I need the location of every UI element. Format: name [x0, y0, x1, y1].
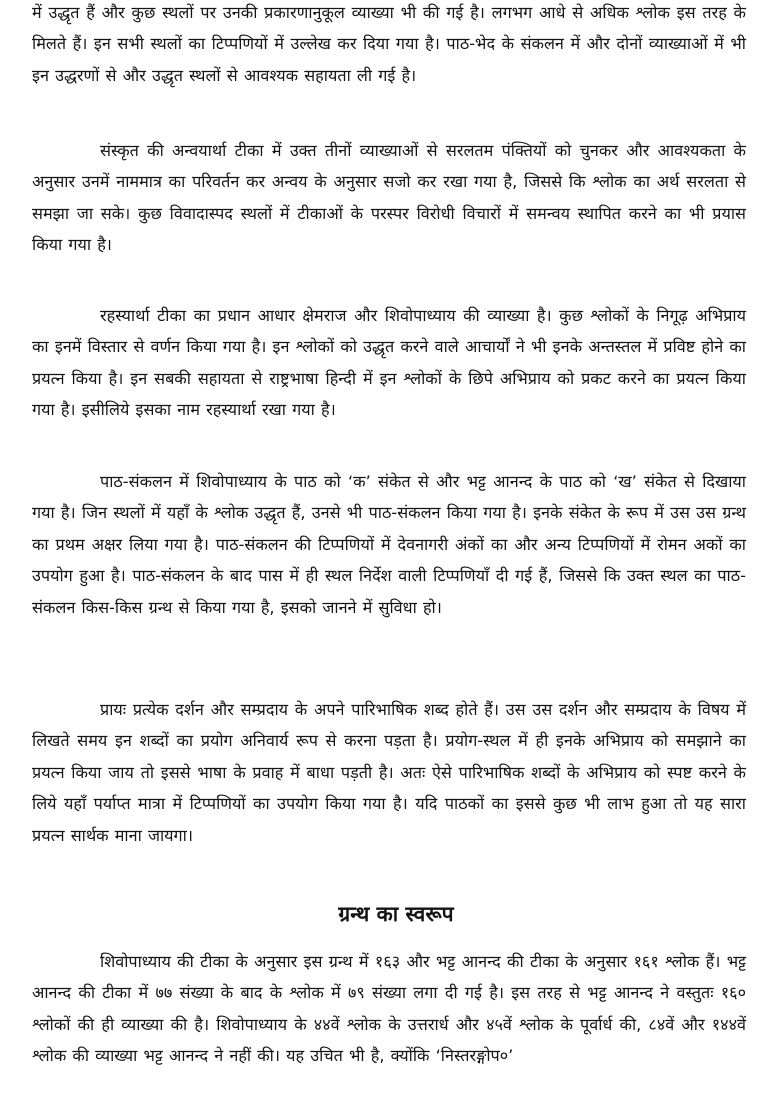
paragraph-text-structure: शिवोपाध्याय की टीका के अनुसार इस ग्रन्थ में १६३ और भट्ट आनन्द की टीका के अनुसार १६१ श्लोक हैं। भट्ट आनन्द की टीका में ७७ संख्या के बाद के श्लोक में ७९ संख्या लगा दी गई है। इस तरह से भट्ट आनन्द ने वस्तुतः १६० श्लोकों की ही व्याख्या की है। शिवोपाध्याय के ४४वें श्लोक के उत्तरार्ध और ४५वें श्लोक के पूर्वार्ध की, ८४वें और १४४वें श्लोक की व्याख्या भट्ट आनन्द ने नहीं की। यह उचित भी है, क्योंकि ‘निस्तरङ्गोप०’ — [32, 952, 746, 1066]
paragraph-quoted-verses: में उद्धृत हैं और कुछ स्थलों पर उनकी प्रकारणानुकूल व्याख्या भी की गई है। लगभग आधे से अधिक श्लोक इस तरह के मिलते हैं। इन सभी स्थलों का टिप्पणियों में उल्लेख कर दिया गया है। पाठ-भेद के संकलन में और दोनों व्याख्याओं में भी इन उद्धरणों से और उद्धृत स्थलों से आवश्यक सहायता ली गई है। — [32, 3, 746, 85]
paragraph-text-collation: पाठ-संकलन में शिवोपाध्याय के पाठ को ‘क’ संकेत से और भट्ट आनन्द के पाठ को ‘ख’ संकेत से दिखाया गया है। जिन स्थलों में यहाँ के श्लोक उद्धृत हैं, उनसे भी पाठ-संकलन किया गया है। इनके संकेत के रूप में उस उस ग्रन्थ का प्रथम अक्षर लिया गया है। पाठ-संकलन की टिप्पणियों में देवनागरी अंकों का और अन्य टिप्पणियों में रोमन अकों का उपयोग हुआ है। पाठ-संकलन के बाद पास में ही स्थल निर्देश वाली टिप्पणियाँ दी गई हैं, जिससे कि उक्त स्थल का पाठ-संकलन किस-किस ग्रन्थ से किया गया है, इसको जानने में सुविधा हो। — [32, 472, 746, 617]
paragraph-rahasyartha-commentary: रहस्यार्था टीका का प्रधान आधार क्षेमराज और शिवोपाध्याय की व्याख्या है। कुछ श्लोकों के निगूढ़ अभिप्राय का इनमें विस्तार से वर्णन किया गया है। इन श्लोकों को उद्धृत करने वाले आचार्यों ने भी इनके अन्तस्तल में प्रविष्ट होने का प्रयत्न किया है। इन सबकी सहायता से राष्ट्रभाषा हिन्दी में इन श्लोकों के छिपे अभिप्राय को प्रकट करने का प्रयत्न किया गया है। इसीलिये इसका नाम रहस्यार्था रखा गया है। — [32, 306, 746, 420]
paragraph-sanskrit-commentary: संस्कृत की अन्वयार्था टीका में उक्त तीनों व्याख्याओं से सरलतम पंक्तियों को चुनकर और आवश्यकता के अनुसार उनमें नाममात्र का परिवर्तन कर अन्वय के अनुसार सजो कर रखा गया है, जिससे कि श्लोक का अर्थ सरलता से समझा जा सके। कुछ विवादास्पद स्थलों में टीकाओं के परस्पर विरोधी विचारों में समन्वय स्थापित करने का भी प्रयास किया गया है। — [32, 141, 746, 255]
paragraph-technical-terms: प्रायः प्रत्येक दर्शन और सम्प्रदाय के अपने पारिभाषिक शब्द होते हैं। उस उस दर्शन और सम्प्रदाय के विषय में लिखते समय इन शब्दों का प्रयोग अनिवार्य रूप से करना पड़ता है। प्रयोग-स्थल में ही इनके अभिप्राय को समझाने का प्रयत्न किया जाय तो इससे भाषा के प्रवाह में बाधा पड़ती है। अतः ऐसे पारिभाषिक शब्दों के अभिप्राय को स्पष्ट करने के लिये यहाँ पर्याप्त मात्रा में टिप्पणियों का उपयोग किया गया है। यदि पाठकों का इससे कुछ भी लाभ हुआ तो यह सारा प्रयत्न सार्थक माना जायगा। — [32, 700, 746, 845]
section-heading: ग्रन्थ का स्वरूप — [338, 902, 454, 926]
